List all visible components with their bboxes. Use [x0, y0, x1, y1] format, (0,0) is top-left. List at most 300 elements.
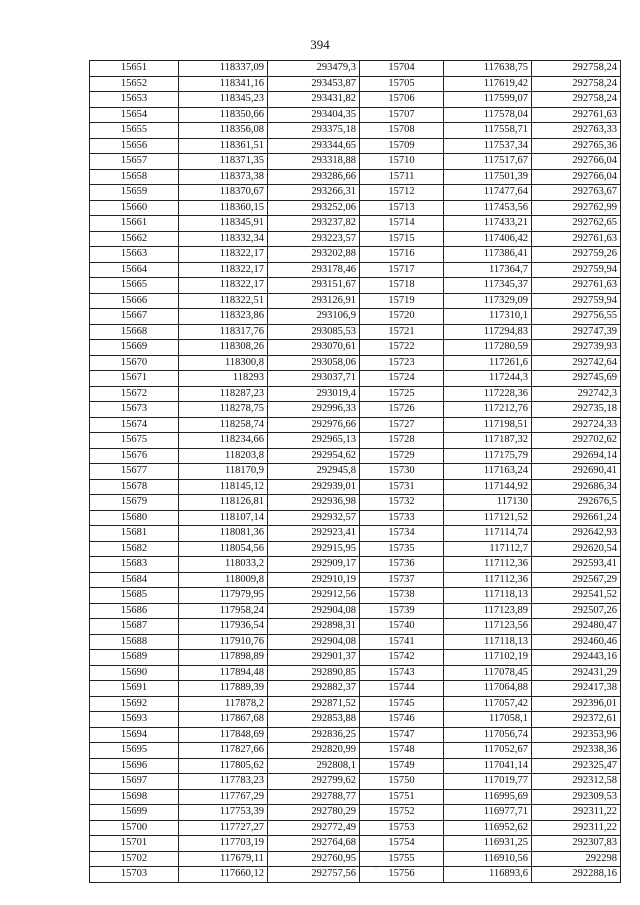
table-cell: 15668 [90, 324, 179, 340]
table-cell: 116977,71 [444, 805, 532, 821]
coordinates-table-body [90, 61, 621, 883]
table-cell: 293085,53 [268, 324, 360, 340]
table-cell: 15693 [90, 712, 179, 728]
table-cell: 117118,13 [444, 634, 532, 650]
table-cell: 117537,34 [444, 138, 532, 154]
table-cell: 117144,92 [444, 479, 532, 495]
table-cell: 292909,17 [268, 557, 360, 573]
table-cell: 15748 [360, 743, 444, 759]
table-row [90, 309, 621, 325]
table-cell: 117163,24 [444, 464, 532, 480]
table-cell: 117578,04 [444, 107, 532, 123]
table-cell: 117386,41 [444, 247, 532, 263]
table-cell: 15712 [360, 185, 444, 201]
table-cell: 15722 [360, 340, 444, 356]
table-cell: 117294,83 [444, 324, 532, 340]
table-cell: 118317,76 [179, 324, 268, 340]
table-cell: 117112,36 [444, 557, 532, 573]
table-row [90, 743, 621, 759]
table-row [90, 758, 621, 774]
table-cell: 15735 [360, 541, 444, 557]
table-row [90, 789, 621, 805]
table-cell: 292311,22 [532, 805, 621, 821]
table-cell: 118322,17 [179, 262, 268, 278]
table-row [90, 603, 621, 619]
table-cell: 15663 [90, 247, 179, 263]
table-cell: 15732 [360, 495, 444, 511]
table-cell: 15754 [360, 836, 444, 852]
table-cell: 15714 [360, 216, 444, 232]
table-cell: 117280,59 [444, 340, 532, 356]
table-row [90, 76, 621, 92]
table-cell: 15750 [360, 774, 444, 790]
table-cell: 293223,57 [268, 231, 360, 247]
table-cell: 293037,71 [268, 371, 360, 387]
table-cell: 293252,06 [268, 200, 360, 216]
table-cell: 292541,52 [532, 588, 621, 604]
table-row [90, 417, 621, 433]
table-cell: 15736 [360, 557, 444, 573]
table-cell: 292742,64 [532, 355, 621, 371]
table-cell: 15742 [360, 650, 444, 666]
table-cell: 116995,69 [444, 789, 532, 805]
table-cell: 292936,98 [268, 495, 360, 511]
table-cell: 117078,45 [444, 665, 532, 681]
table-cell: 118345,91 [179, 216, 268, 232]
table-cell: 117433,21 [444, 216, 532, 232]
table-cell: 292742,3 [532, 386, 621, 402]
table-cell: 15705 [360, 76, 444, 92]
table-cell: 117889,39 [179, 681, 268, 697]
table-cell: 15676 [90, 448, 179, 464]
table-cell: 15690 [90, 665, 179, 681]
table-cell: 292759,94 [532, 293, 621, 309]
table-cell: 292338,36 [532, 743, 621, 759]
table-cell: 15652 [90, 76, 179, 92]
table-cell: 293202,88 [268, 247, 360, 263]
table-cell: 118341,16 [179, 76, 268, 92]
table-cell: 118373,38 [179, 169, 268, 185]
table-cell: 293126,91 [268, 293, 360, 309]
table-cell: 15678 [90, 479, 179, 495]
table-cell: 15715 [360, 231, 444, 247]
table-cell: 292808,1 [268, 758, 360, 774]
table-cell: 292309,53 [532, 789, 621, 805]
table-cell: 292890,85 [268, 665, 360, 681]
table-row [90, 696, 621, 712]
table-cell: 117345,37 [444, 278, 532, 294]
table-cell: 15730 [360, 464, 444, 480]
table-cell: 293286,66 [268, 169, 360, 185]
table-cell: 15651 [90, 61, 179, 77]
table-cell: 292460,46 [532, 634, 621, 650]
table-cell: 15701 [90, 836, 179, 852]
table-cell: 117364,7 [444, 262, 532, 278]
table-cell: 117805,62 [179, 758, 268, 774]
table-cell: 293237,82 [268, 216, 360, 232]
table-cell: 118107,14 [179, 510, 268, 526]
table-cell: 117848,69 [179, 727, 268, 743]
table-cell: 117660,12 [179, 867, 268, 883]
table-cell: 117638,75 [444, 61, 532, 77]
table-cell: 116910,56 [444, 851, 532, 867]
table-cell: 292758,24 [532, 92, 621, 108]
table-cell: 15743 [360, 665, 444, 681]
table-cell: 15691 [90, 681, 179, 697]
table-cell: 118054,56 [179, 541, 268, 557]
table-row [90, 154, 621, 170]
table-cell: 117703,19 [179, 836, 268, 852]
table-cell: 292820,99 [268, 743, 360, 759]
table-row [90, 619, 621, 635]
table-cell: 118337,09 [179, 61, 268, 77]
table-cell: 15710 [360, 154, 444, 170]
table-cell: 292836,25 [268, 727, 360, 743]
page-number: 394 [310, 37, 330, 52]
table-row [90, 278, 621, 294]
table-cell: 117041,14 [444, 758, 532, 774]
table-cell: 292298 [532, 851, 621, 867]
table-row [90, 774, 621, 790]
table-row [90, 510, 621, 526]
table-cell: 15706 [360, 92, 444, 108]
table-cell: 117619,42 [444, 76, 532, 92]
table-cell: 117453,56 [444, 200, 532, 216]
table-row [90, 541, 621, 557]
table-cell: 117767,29 [179, 789, 268, 805]
table-cell: 15699 [90, 805, 179, 821]
table-cell: 292686,34 [532, 479, 621, 495]
table-cell: 118371,35 [179, 154, 268, 170]
table-cell: 15740 [360, 619, 444, 635]
table-cell: 15741 [360, 634, 444, 650]
table-cell: 292757,56 [268, 867, 360, 883]
table-cell: 292904,08 [268, 634, 360, 650]
table-cell: 292759,26 [532, 247, 621, 263]
table-row [90, 820, 621, 836]
table-cell: 292996,33 [268, 402, 360, 418]
table-cell: 15704 [360, 61, 444, 77]
table-cell: 117130 [444, 495, 532, 511]
table-row [90, 712, 621, 728]
table-cell: 15692 [90, 696, 179, 712]
table-cell: 292756,55 [532, 309, 621, 325]
table-row [90, 464, 621, 480]
table-row [90, 836, 621, 852]
table-row [90, 727, 621, 743]
table-cell: 292735,18 [532, 402, 621, 418]
table-cell: 292871,52 [268, 696, 360, 712]
table-cell: 292661,24 [532, 510, 621, 526]
table-cell: 15718 [360, 278, 444, 294]
table-cell: 292945,8 [268, 464, 360, 480]
table-cell: 15656 [90, 138, 179, 154]
table-cell: 15700 [90, 820, 179, 836]
table-cell: 292761,63 [532, 107, 621, 123]
table-cell: 118345,23 [179, 92, 268, 108]
table-cell: 117058,1 [444, 712, 532, 728]
table-row [90, 851, 621, 867]
table-cell: 117175,79 [444, 448, 532, 464]
table-cell: 292788,77 [268, 789, 360, 805]
table-cell: 292417,38 [532, 681, 621, 697]
table-cell: 292799,62 [268, 774, 360, 790]
table-cell: 118081,36 [179, 526, 268, 542]
table-cell: 117121,52 [444, 510, 532, 526]
table-cell: 292443,16 [532, 650, 621, 666]
table-cell: 118170,9 [179, 464, 268, 480]
table-cell: 117894,48 [179, 665, 268, 681]
table-cell: 116952,62 [444, 820, 532, 836]
table-cell: 293151,67 [268, 278, 360, 294]
table-cell: 117910,76 [179, 634, 268, 650]
table-cell: 292507,26 [532, 603, 621, 619]
table-cell: 292853,88 [268, 712, 360, 728]
table-cell: 117783,23 [179, 774, 268, 790]
table-cell: 15654 [90, 107, 179, 123]
table-cell: 292976,66 [268, 417, 360, 433]
table-cell: 292763,33 [532, 123, 621, 139]
table-cell: 15658 [90, 169, 179, 185]
table-cell: 292758,24 [532, 76, 621, 92]
table-cell: 15669 [90, 340, 179, 356]
table-cell: 293019,4 [268, 386, 360, 402]
table-cell: 15694 [90, 727, 179, 743]
table-cell: 15675 [90, 433, 179, 449]
table-cell: 117827,66 [179, 743, 268, 759]
table-cell: 15666 [90, 293, 179, 309]
table-cell: 15723 [360, 355, 444, 371]
table-cell: 117727,27 [179, 820, 268, 836]
table-cell: 118308,26 [179, 340, 268, 356]
table-cell: 293178,46 [268, 262, 360, 278]
table-cell: 292480,47 [532, 619, 621, 635]
table-cell: 118009,8 [179, 572, 268, 588]
table-cell: 293058,06 [268, 355, 360, 371]
table-cell: 15738 [360, 588, 444, 604]
table-cell: 292912,56 [268, 588, 360, 604]
table-cell: 117244,3 [444, 371, 532, 387]
table-cell: 118278,75 [179, 402, 268, 418]
table-cell: 292772,49 [268, 820, 360, 836]
table-cell: 15653 [90, 92, 179, 108]
table-cell: 117057,42 [444, 696, 532, 712]
table-cell: 117198,51 [444, 417, 532, 433]
table-cell: 15682 [90, 541, 179, 557]
table-cell: 15731 [360, 479, 444, 495]
table-cell: 15662 [90, 231, 179, 247]
table-cell: 15659 [90, 185, 179, 201]
table-cell: 15709 [360, 138, 444, 154]
table-cell: 292904,08 [268, 603, 360, 619]
table-cell: 15755 [360, 851, 444, 867]
table-cell: 15671 [90, 371, 179, 387]
table-cell: 15665 [90, 278, 179, 294]
table-cell: 118234,66 [179, 433, 268, 449]
table-cell: 118370,67 [179, 185, 268, 201]
table-cell: 15688 [90, 634, 179, 650]
table-cell: 117958,24 [179, 603, 268, 619]
table-cell: 117979,95 [179, 588, 268, 604]
table-cell: 117123,89 [444, 603, 532, 619]
table-cell: 15697 [90, 774, 179, 790]
table-row [90, 61, 621, 77]
table-row [90, 169, 621, 185]
table-cell: 15667 [90, 309, 179, 325]
table-cell: 292307,83 [532, 836, 621, 852]
table-cell: 292745,69 [532, 371, 621, 387]
table-cell: 117052,67 [444, 743, 532, 759]
table-cell: 293404,35 [268, 107, 360, 123]
table-cell: 15677 [90, 464, 179, 480]
coordinates-table [89, 60, 621, 883]
table-cell: 15744 [360, 681, 444, 697]
table-cell: 117228,36 [444, 386, 532, 402]
table-cell: 118300,8 [179, 355, 268, 371]
table-cell: 15728 [360, 433, 444, 449]
table-cell: 15746 [360, 712, 444, 728]
table-cell: 117261,6 [444, 355, 532, 371]
table-row [90, 433, 621, 449]
table-cell: 15684 [90, 572, 179, 588]
table-cell: 15716 [360, 247, 444, 263]
table-cell: 118033,2 [179, 557, 268, 573]
table-row [90, 665, 621, 681]
table-cell: 292567,29 [532, 572, 621, 588]
table-cell: 117118,13 [444, 588, 532, 604]
table-cell: 292764,68 [268, 836, 360, 852]
table-cell: 292780,29 [268, 805, 360, 821]
table-cell: 117114,74 [444, 526, 532, 542]
table-row [90, 867, 621, 883]
table-cell: 292311,22 [532, 820, 621, 836]
table-cell: 292620,54 [532, 541, 621, 557]
table-cell: 15708 [360, 123, 444, 139]
table-cell: 293431,82 [268, 92, 360, 108]
table-cell: 118203,8 [179, 448, 268, 464]
table-cell: 15707 [360, 107, 444, 123]
table-cell: 15725 [360, 386, 444, 402]
table-cell: 292288,16 [532, 867, 621, 883]
table-cell: 118360,15 [179, 200, 268, 216]
table-cell: 293453,87 [268, 76, 360, 92]
table-cell: 117501,39 [444, 169, 532, 185]
table-cell: 15695 [90, 743, 179, 759]
table-cell: 15717 [360, 262, 444, 278]
table-cell: 293479,3 [268, 61, 360, 77]
table-row [90, 324, 621, 340]
table-cell: 15670 [90, 355, 179, 371]
table-cell: 292760,95 [268, 851, 360, 867]
table-cell: 15747 [360, 727, 444, 743]
table-cell: 292910,19 [268, 572, 360, 588]
table-row [90, 588, 621, 604]
table-cell: 15753 [360, 820, 444, 836]
table-cell: 292915,95 [268, 541, 360, 557]
table-cell: 15685 [90, 588, 179, 604]
table-cell: 117112,36 [444, 572, 532, 588]
table-cell: 292694,14 [532, 448, 621, 464]
table-cell: 15661 [90, 216, 179, 232]
table-cell: 118361,51 [179, 138, 268, 154]
table-cell: 292954,62 [268, 448, 360, 464]
table-cell: 15752 [360, 805, 444, 821]
table-cell: 292690,41 [532, 464, 621, 480]
table-row [90, 185, 621, 201]
table-cell: 117187,32 [444, 433, 532, 449]
table-cell: 15711 [360, 169, 444, 185]
table-cell: 118322,17 [179, 278, 268, 294]
table-cell: 292762,99 [532, 200, 621, 216]
table-row [90, 448, 621, 464]
table-cell: 15721 [360, 324, 444, 340]
table-cell: 293344,65 [268, 138, 360, 154]
table-cell: 117056,74 [444, 727, 532, 743]
table-cell: 117212,76 [444, 402, 532, 418]
table-row [90, 200, 621, 216]
table-cell: 15687 [90, 619, 179, 635]
table-cell: 293318,88 [268, 154, 360, 170]
table-row [90, 572, 621, 588]
table-cell: 15660 [90, 200, 179, 216]
table-cell: 117064,88 [444, 681, 532, 697]
table-cell: 292312,58 [532, 774, 621, 790]
table-cell: 292763,67 [532, 185, 621, 201]
table-cell: 292702,62 [532, 433, 621, 449]
table-cell: 117310,1 [444, 309, 532, 325]
table-cell: 292765,36 [532, 138, 621, 154]
table-cell: 15720 [360, 309, 444, 325]
table-cell: 292766,04 [532, 169, 621, 185]
table-cell: 117753,39 [179, 805, 268, 821]
table-row [90, 805, 621, 821]
table-cell: 15657 [90, 154, 179, 170]
table-cell: 292901,37 [268, 650, 360, 666]
table-cell: 292325,47 [532, 758, 621, 774]
table-row [90, 340, 621, 356]
table-cell: 15737 [360, 572, 444, 588]
table-cell: 292965,13 [268, 433, 360, 449]
table-cell: 292431,29 [532, 665, 621, 681]
table-cell: 117867,68 [179, 712, 268, 728]
table-cell: 118323,86 [179, 309, 268, 325]
table-cell: 15672 [90, 386, 179, 402]
table-cell: 15729 [360, 448, 444, 464]
table-cell: 118332,34 [179, 231, 268, 247]
table-row [90, 123, 621, 139]
table-cell: 117123,56 [444, 619, 532, 635]
table-cell: 117477,64 [444, 185, 532, 201]
table-cell: 117599,07 [444, 92, 532, 108]
table-cell: 15719 [360, 293, 444, 309]
footer-mark: . [375, 862, 377, 871]
table-row [90, 231, 621, 247]
table-row [90, 92, 621, 108]
table-cell: 293070,61 [268, 340, 360, 356]
table-cell: 292724,33 [532, 417, 621, 433]
table-row [90, 247, 621, 263]
table-cell: 292372,61 [532, 712, 621, 728]
table-cell: 15713 [360, 200, 444, 216]
table-row [90, 293, 621, 309]
table-cell: 292766,04 [532, 154, 621, 170]
table-cell: 15724 [360, 371, 444, 387]
table-cell: 15739 [360, 603, 444, 619]
table-row [90, 681, 621, 697]
table-cell: 118322,51 [179, 293, 268, 309]
table-cell: 293266,31 [268, 185, 360, 201]
table-cell: 292932,57 [268, 510, 360, 526]
